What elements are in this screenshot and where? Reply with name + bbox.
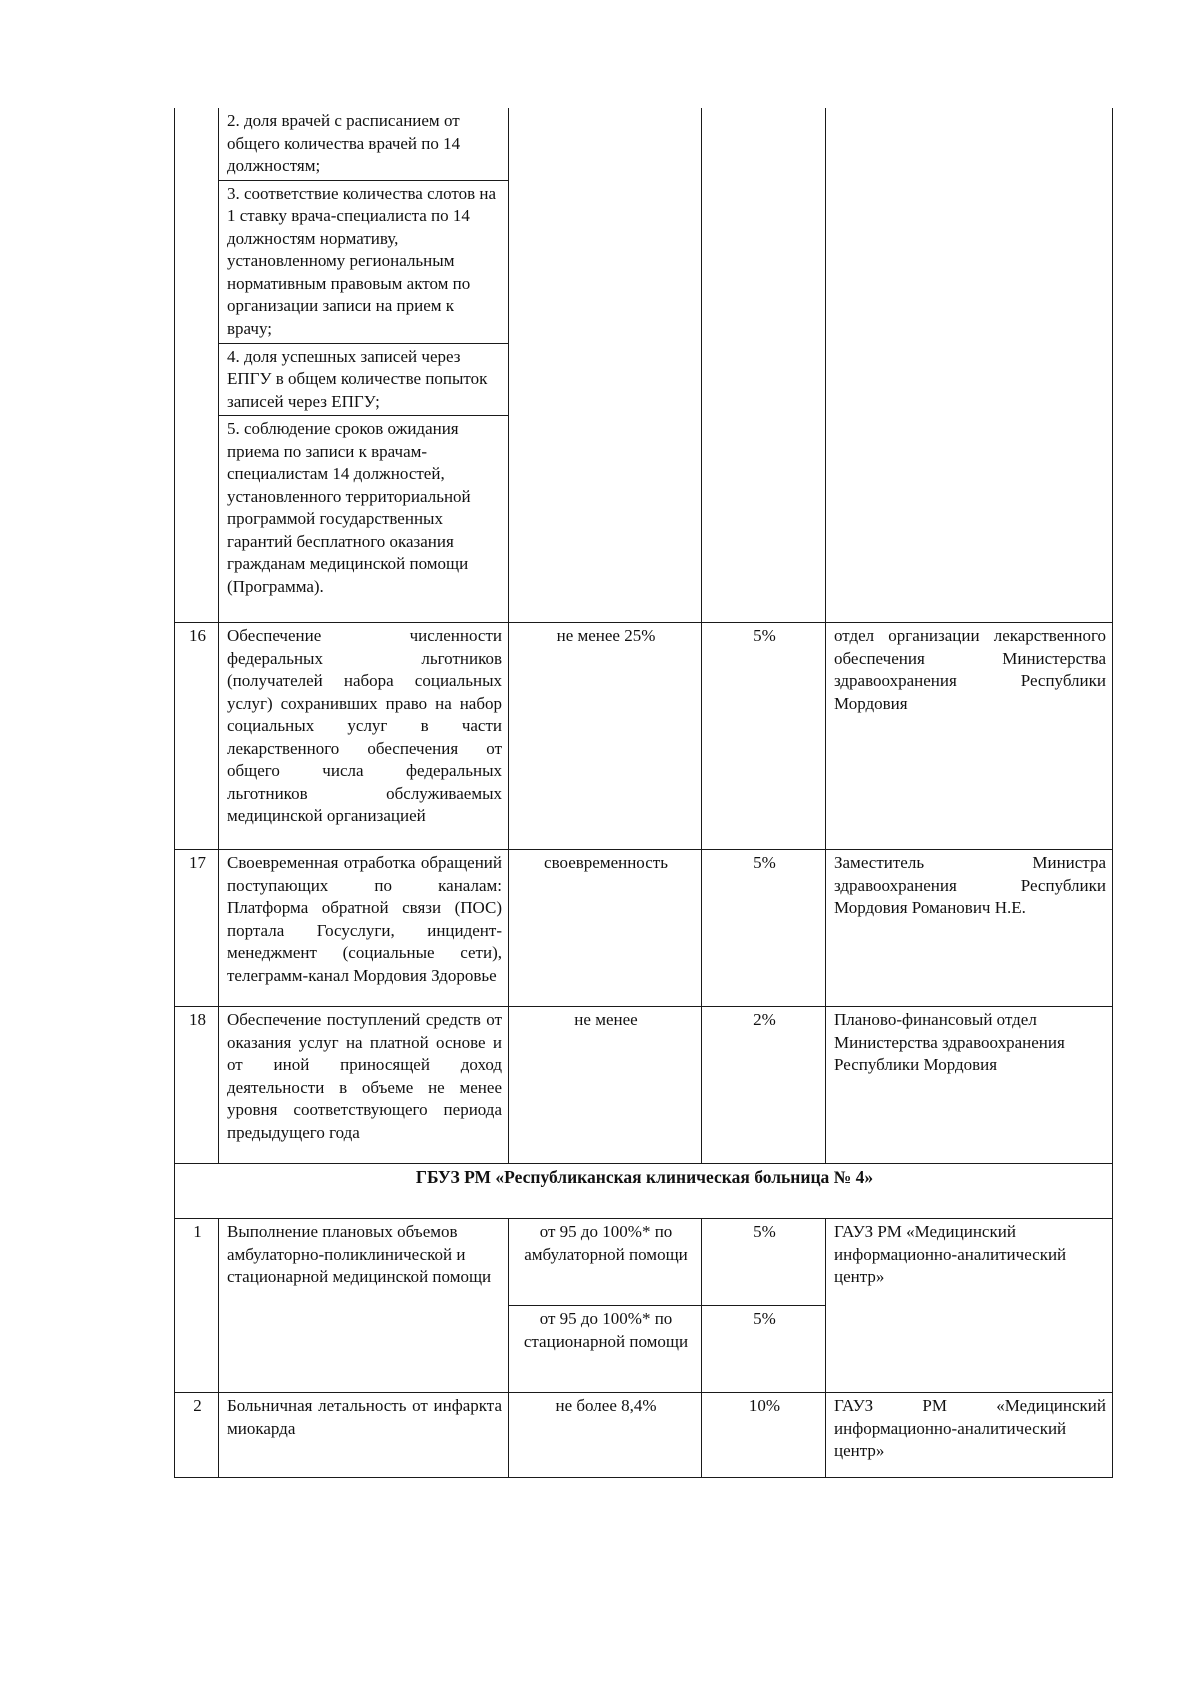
cell-indicator: [219, 416, 509, 623]
table-row: [175, 1164, 1113, 1219]
cell-target: [509, 108, 702, 623]
table-row: [175, 623, 1113, 850]
cell-indicator: Обеспечение численности федеральных льготников (получателей набора социальных услуг) сохранивших право на набор социальных услуг в части лекарственного обеспечения от общего числа федеральных льготников обслуживаемых медицинской организацией: [219, 623, 509, 850]
cell-target: от 95 до 100%* по амбулаторной помощи: [509, 1219, 702, 1306]
cell-num: 16: [175, 623, 219, 850]
table-row: [175, 850, 1113, 1007]
cell-responsible: ГАУЗ РМ «Медицинский информационно-аналитический центр»: [826, 1219, 1113, 1393]
cell-target: своевременность: [509, 850, 702, 1007]
cell-responsible: Планово-финансовый отдел Министерства здравоохранения Республики Мордовия: [826, 1007, 1113, 1164]
sub-indicator-5: 5. соблюдение сроков ожидания приема по записи к врачам-специалистам 14 должностей, установленного территориальной программой государственных гарантий бесплатного оказания гражданам медицинской помощи (Программа).: [227, 419, 471, 596]
cell-target: не более 8,4%: [509, 1393, 702, 1478]
cell-num: 1: [175, 1219, 219, 1393]
cell-weight: 5%: [702, 623, 826, 850]
cell-target: не менее: [509, 1007, 702, 1164]
table-row: [175, 1393, 1113, 1478]
cell-indicator: [219, 180, 509, 343]
cell-weight: 5%: [702, 1306, 826, 1393]
sub-indicator-2: 2. доля врачей с расписанием от общего количества врачей по 14 должностям;: [227, 111, 461, 175]
cell-indicator: Своевременная отработка обращений поступающих по каналам: Платформа обратной связи (ПОС) портала Госуслуги, инцидент-менеджмент (социальные сети), телеграмм-канал Мордовия Здоровье: [219, 850, 509, 1007]
sub-indicator-3: 3. соответствие количества слотов на 1 ставку врача-специалиста по 14 должностям нормативу, установленному региональным нормативным правовым актом по организации записи на прием к врачу;: [227, 183, 497, 338]
cell-indicator: Выполнение плановых объемов амбулаторно-поликлинической и стационарной медицинской помощи: [219, 1219, 509, 1393]
cell-responsible: отдел организации лекарственного обеспечения Министерства здравоохранения Республики Мордовия: [826, 623, 1113, 850]
cell-num: [175, 108, 219, 623]
cell-weight: 5%: [702, 850, 826, 1007]
cell-weight: 5%: [702, 1219, 826, 1306]
cell-num: 2: [175, 1393, 219, 1478]
cell-weight: [702, 108, 826, 623]
indicators-table: [174, 108, 1113, 1478]
cell-weight: 10%: [702, 1393, 826, 1478]
table-row: [175, 1007, 1113, 1164]
cell-target: не менее 25%: [509, 623, 702, 850]
cell-num: 17: [175, 850, 219, 1007]
cell-indicator: [219, 108, 509, 180]
cell-target: от 95 до 100%* по стационарной помощи: [509, 1306, 702, 1393]
cell-responsible: Заместитель Министра здравоохранения Республики Мордовия Романович Н.Е.: [826, 850, 1113, 1007]
table-row: [175, 108, 1113, 180]
cell-responsible: ГАУЗ РМ «Медицинский информационно-аналитический центр»: [826, 1393, 1113, 1478]
sub-indicator-4: 4. доля успешных записей через ЕПГУ в общем количестве попыток записей через ЕПГУ;: [227, 346, 488, 411]
cell-num: 18: [175, 1007, 219, 1164]
section-title: ГБУЗ РМ «Республиканская клиническая больница № 4»: [175, 1164, 1113, 1219]
cell-weight: 2%: [702, 1007, 826, 1164]
cell-indicator: [219, 343, 509, 416]
cell-indicator: Обеспечение поступлений средств от оказания услуг на платной основе и от иной приносящей доход деятельности в объеме не менее уровня соответствующего периода предыдущего года: [219, 1007, 509, 1164]
cell-responsible: [826, 108, 1113, 623]
cell-indicator: Больничная летальность от инфаркта миокарда: [219, 1393, 509, 1478]
table-row: [175, 1219, 1113, 1306]
